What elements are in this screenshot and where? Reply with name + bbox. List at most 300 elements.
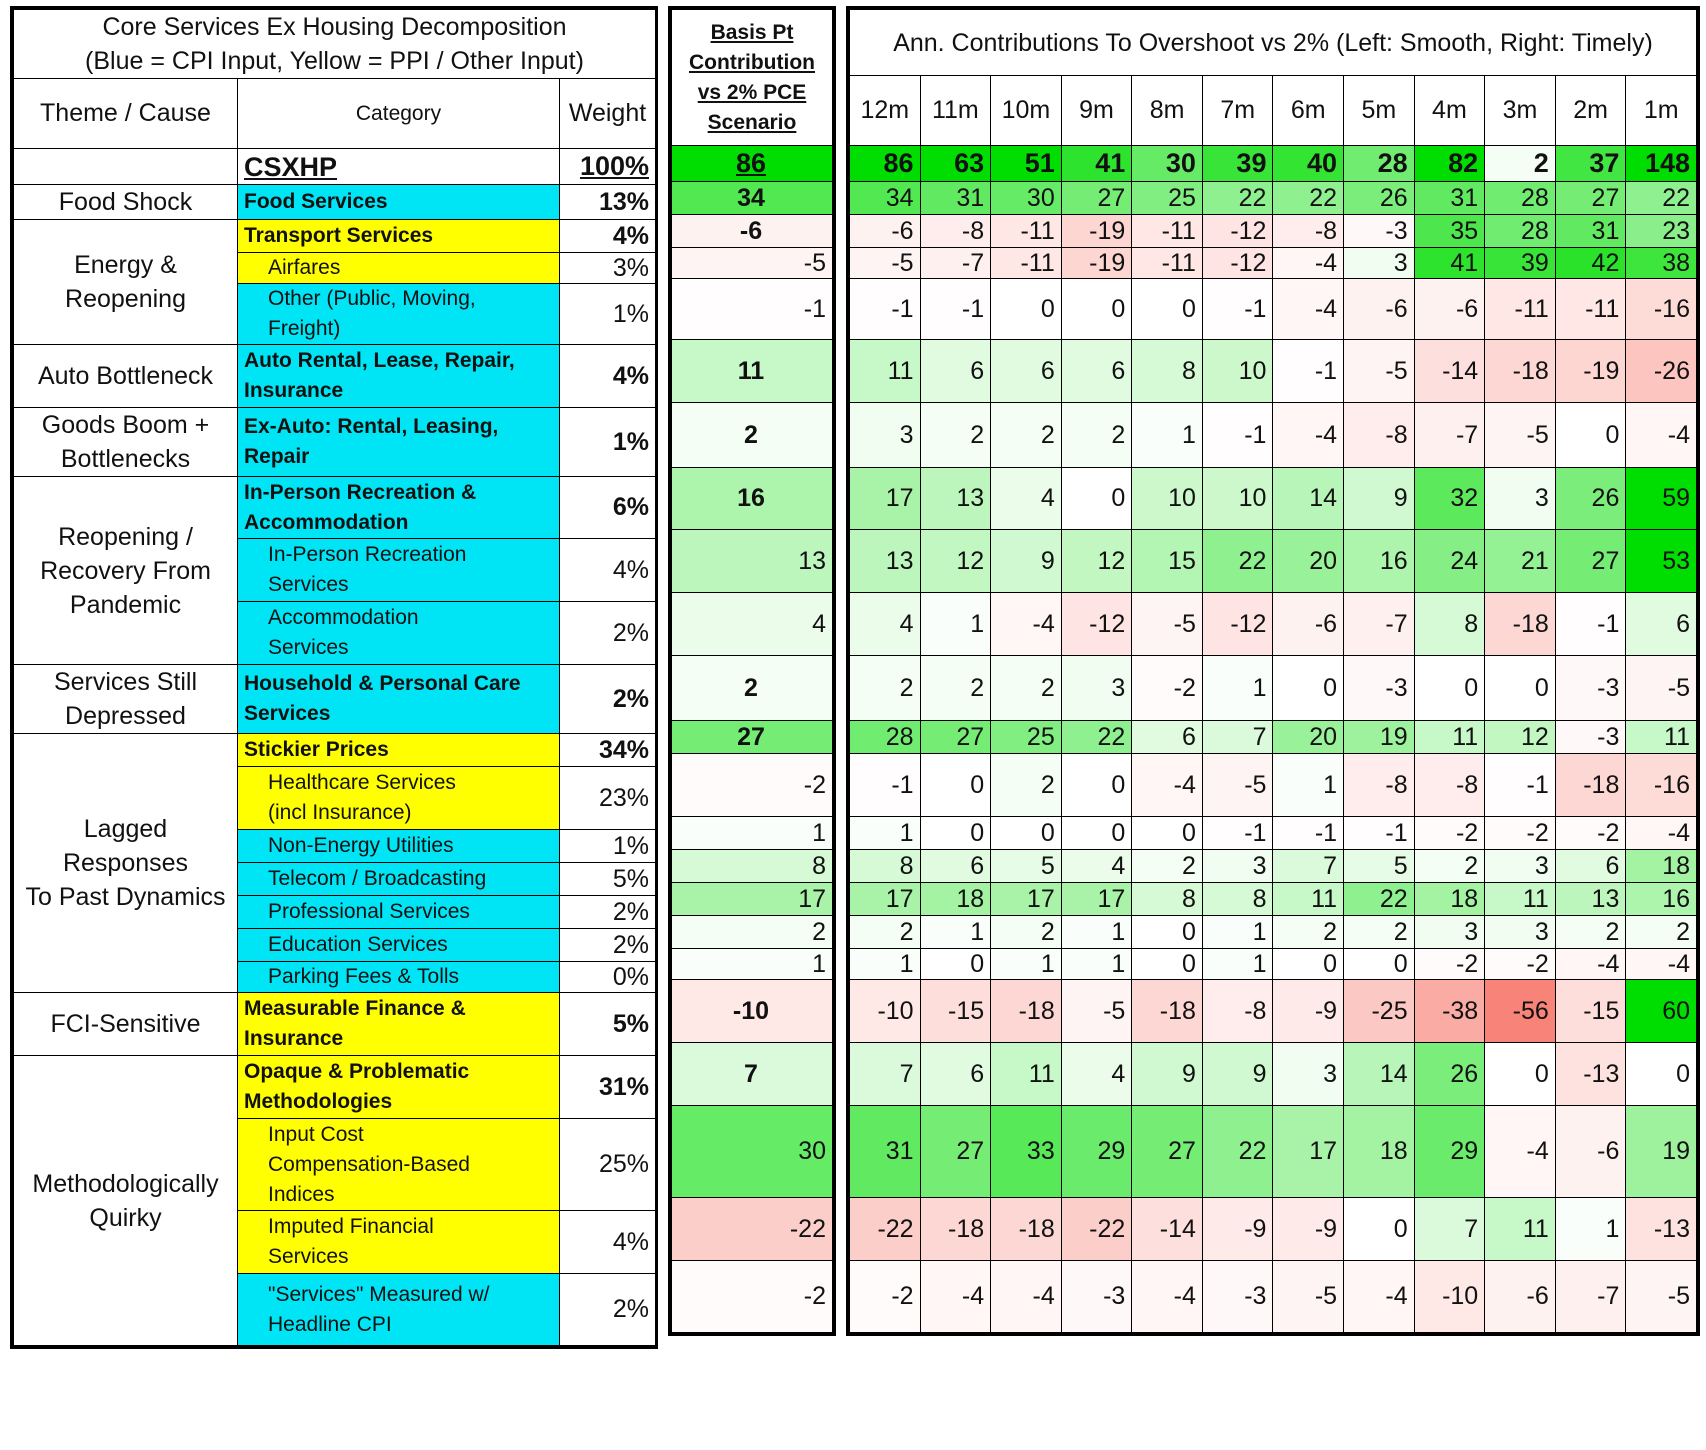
contribution-cell: 21 — [1485, 530, 1556, 593]
contribution-cell: 15 — [1132, 530, 1203, 593]
contribution-cell: -26 — [1626, 340, 1697, 403]
contribution-cell: -3 — [1202, 1261, 1273, 1333]
contribution-cell: -12 — [1061, 593, 1132, 656]
contribution-cell: 2 — [1273, 916, 1344, 949]
basis-header-line-3: vs 2% PCE — [697, 80, 807, 104]
theme-cell — [14, 665, 238, 734]
basis-point-cell: -22 — [672, 1198, 833, 1261]
contribution-cell: 3 — [1485, 468, 1556, 530]
weight-cell: 3% — [560, 253, 656, 284]
contribution-cell: -4 — [1485, 1106, 1556, 1198]
basis-point-cell: -6 — [672, 215, 833, 248]
category-cell — [238, 1056, 560, 1119]
contribution-cell: 3 — [850, 403, 921, 468]
weight-cell: 2% — [560, 929, 656, 962]
contribution-cell: 8 — [1202, 883, 1273, 916]
weight-cell: 13% — [560, 185, 656, 220]
contribution-cell: 31 — [1555, 215, 1626, 248]
contribution-cell: 0 — [1132, 916, 1203, 949]
contribution-cell: -10 — [1414, 1261, 1485, 1333]
contribution-cell: 17 — [1061, 883, 1132, 916]
contribution-cell: -2 — [850, 1261, 921, 1333]
contribution-cell: 10 — [1202, 340, 1273, 403]
category-label: In-Person Recreation — [268, 543, 467, 566]
contribution-cell: -19 — [1061, 215, 1132, 248]
month-header: 6m — [1273, 76, 1344, 146]
weight-cell: 6% — [560, 477, 656, 539]
category-label: Other (Public, Moving, — [268, 287, 476, 310]
contribution-cell: -3 — [1344, 215, 1415, 248]
contribution-cell: 1 — [1132, 403, 1203, 468]
contribution-cell: 7 — [1273, 850, 1344, 883]
contribution-cell: 22 — [1202, 530, 1273, 593]
weight-cell: 2% — [560, 896, 656, 929]
weight-cell: 4% — [560, 345, 656, 408]
contribution-cell: 18 — [920, 883, 991, 916]
contribution-cell: 16 — [1344, 530, 1415, 593]
category-label: Parking Fees & Tolls — [268, 965, 460, 988]
contribution-cell: 13 — [1555, 883, 1626, 916]
contribution-cell: 11 — [1485, 1198, 1556, 1261]
contribution-cell: 31 — [920, 182, 991, 215]
theme-label: To Past Dynamics — [25, 883, 226, 911]
category-label: Methodologies — [244, 1090, 393, 1113]
contribution-cell: 0 — [991, 279, 1062, 340]
contribution-cell: -1 — [850, 279, 921, 340]
category-label: Stickier Prices — [244, 738, 389, 761]
contribution-cell: 1 — [1202, 916, 1273, 949]
category-label: Headline CPI — [268, 1312, 392, 1336]
month-header: 8m — [1132, 76, 1203, 146]
contribution-cell: 10 — [1132, 468, 1203, 530]
contribution-cell: 34 — [850, 182, 921, 215]
contribution-cell: 0 — [1485, 1043, 1556, 1106]
category-cell — [238, 896, 560, 929]
contribution-cell: 2 — [1485, 146, 1556, 182]
contribution-cell: 8 — [1132, 883, 1203, 916]
theme-cell — [14, 345, 238, 408]
contribution-cell: 35 — [1414, 215, 1485, 248]
contribution-cell: -4 — [1132, 754, 1203, 817]
basis-point-cell: 2 — [672, 916, 833, 949]
contribution-cell: 22 — [1273, 182, 1344, 215]
contribution-cell: -1 — [1555, 593, 1626, 656]
theme-label: Services Still — [53, 668, 198, 696]
contribution-cell: -4 — [1344, 1261, 1415, 1333]
category-label: Services — [268, 1245, 349, 1268]
contribution-cell: 86 — [850, 146, 921, 182]
contribution-cell: 20 — [1273, 530, 1344, 593]
contribution-cell: -6 — [1555, 1106, 1626, 1198]
category-label: Household & Personal Care — [244, 672, 521, 695]
contribution-cell: -18 — [1485, 340, 1556, 403]
contribution-cell: 3 — [1273, 1043, 1344, 1106]
contribution-cell: -22 — [1061, 1198, 1132, 1261]
category-label: In-Person Recreation & — [244, 480, 477, 504]
contribution-cell: 22 — [1626, 182, 1697, 215]
basis-point-cell: 13 — [672, 530, 833, 593]
category-label: Services — [244, 702, 331, 725]
contribution-cell: -1 — [1202, 817, 1273, 850]
contribution-cell: 31 — [850, 1106, 921, 1198]
category-cell — [238, 863, 560, 896]
category-label: Opaque & Problematic — [244, 1060, 470, 1083]
contribution-cell: 51 — [991, 146, 1062, 182]
contribution-cell: 1 — [991, 949, 1062, 980]
contribution-cell: 0 — [1485, 656, 1556, 721]
contribution-cell: -1 — [1344, 817, 1415, 850]
contribution-cell: 2 — [991, 916, 1062, 949]
contribution-cell: -5 — [1132, 593, 1203, 656]
contribution-cell: 1 — [1555, 1198, 1626, 1261]
contribution-cell: -12 — [1202, 593, 1273, 656]
contribution-cell: 2 — [920, 656, 991, 721]
contribution-cell: 2 — [1132, 850, 1203, 883]
contribution-cell: -18 — [1485, 593, 1556, 656]
category-label: CSXHP — [244, 151, 338, 182]
category-label: Compensation-Based — [268, 1152, 470, 1176]
contribution-cell: 41 — [1414, 248, 1485, 279]
category-cell — [238, 149, 560, 185]
contribution-cell: 18 — [1626, 850, 1697, 883]
category-label: Transport Services — [244, 224, 434, 247]
contribution-cell: 3 — [1061, 656, 1132, 721]
contribution-cell: 16 — [1626, 883, 1697, 916]
weight-cell: 0% — [560, 962, 656, 993]
theme-label: Lagged Responses — [62, 815, 189, 877]
category-cell — [238, 345, 560, 408]
weight-cell: 23% — [560, 767, 656, 830]
contribution-cell: 1 — [850, 817, 921, 850]
weight-cell: 2% — [560, 665, 656, 734]
contribution-cell: 18 — [1344, 1106, 1415, 1198]
contribution-cell: 11 — [850, 340, 921, 403]
contribution-cell: -15 — [1555, 980, 1626, 1043]
contribution-cell: 26 — [1344, 182, 1415, 215]
contribution-cell: -3 — [1555, 656, 1626, 721]
contribution-cell: 2 — [1344, 916, 1415, 949]
contribution-cell: -5 — [1344, 340, 1415, 403]
contribution-cell: 4 — [991, 468, 1062, 530]
contribution-cell: 0 — [1061, 817, 1132, 850]
contribution-cell: 14 — [1273, 468, 1344, 530]
theme-label: Auto Bottleneck — [37, 362, 214, 390]
category-cell — [238, 929, 560, 962]
contribution-cell: -4 — [1626, 403, 1697, 468]
contribution-cell: -6 — [1273, 593, 1344, 656]
category-label: Services — [268, 636, 349, 659]
contribution-cell: -6 — [1485, 1261, 1556, 1333]
contribution-cell: 0 — [1273, 656, 1344, 721]
contribution-cell: 3 — [1344, 248, 1415, 279]
contribution-cell: -8 — [1273, 215, 1344, 248]
contribution-cell: 0 — [1414, 656, 1485, 721]
contribution-cell: 17 — [850, 883, 921, 916]
theme-label: Depressed — [65, 702, 186, 730]
contribution-cell: 22 — [1061, 721, 1132, 754]
theme-label: FCI-Sensitive — [50, 1010, 201, 1038]
contribution-cell: 0 — [1273, 949, 1344, 980]
title-line-1: Core Services Ex Housing Decomposition — [102, 13, 567, 41]
contribution-cell: 0 — [920, 817, 991, 850]
contribution-cell: 17 — [850, 468, 921, 530]
category-cell — [238, 1274, 560, 1346]
contribution-cell: 23 — [1626, 215, 1697, 248]
contribution-cell: -11 — [991, 248, 1062, 279]
contribution-cell: 6 — [1626, 593, 1697, 656]
contribution-cell: 82 — [1414, 146, 1485, 182]
contribution-cell: 19 — [1626, 1106, 1697, 1198]
contribution-cell: 1 — [920, 593, 991, 656]
contribution-cell: -2 — [1132, 656, 1203, 721]
contribution-cell: 42 — [1555, 248, 1626, 279]
weight-cell: 4% — [560, 220, 656, 253]
contribution-cell: 0 — [1132, 949, 1203, 980]
basis-point-panel — [668, 6, 836, 1336]
contributions-table — [849, 9, 1697, 1333]
contribution-cell: -5 — [1273, 1261, 1344, 1333]
contribution-cell: 27 — [1132, 1106, 1203, 1198]
basis-point-cell: 1 — [672, 817, 833, 850]
contribution-cell: -4 — [1626, 817, 1697, 850]
contribution-cell: -4 — [1626, 949, 1697, 980]
contribution-cell: 2 — [850, 916, 921, 949]
contribution-cell: 11 — [1414, 721, 1485, 754]
category-cell — [238, 477, 560, 539]
contribution-cell: -3 — [1344, 656, 1415, 721]
contribution-cell: 1 — [850, 949, 921, 980]
contribution-cell: -22 — [850, 1198, 921, 1261]
contribution-cell: 22 — [1202, 1106, 1273, 1198]
contribution-cell: -8 — [1202, 980, 1273, 1043]
contribution-cell: -1 — [920, 279, 991, 340]
contribution-cell: -1 — [1202, 279, 1273, 340]
contribution-cell: 3 — [1202, 850, 1273, 883]
theme-label: Energy & — [74, 251, 177, 279]
contribution-cell: 6 — [1132, 721, 1203, 754]
contribution-cell: 9 — [1132, 1043, 1203, 1106]
basis-point-cell: 16 — [672, 468, 833, 530]
contribution-cell: 22 — [1344, 883, 1415, 916]
contribution-cell: 1 — [1061, 916, 1132, 949]
contribution-cell: -5 — [1202, 754, 1273, 817]
category-label: Telecom / Broadcasting — [268, 867, 487, 890]
contribution-cell: 6 — [1555, 850, 1626, 883]
contribution-cell: 2 — [1414, 850, 1485, 883]
category-cell — [238, 602, 560, 665]
contribution-cell: 41 — [1061, 146, 1132, 182]
contribution-cell: -4 — [920, 1261, 991, 1333]
basis-point-cell: -10 — [672, 980, 833, 1043]
category-cell — [238, 284, 560, 345]
contributions-title: Ann. Contributions To Overshoot vs 2% (Left: Smooth, Right: Timely) — [850, 10, 1697, 76]
theme-label: Pandemic — [69, 590, 182, 619]
category-label: (incl Insurance) — [268, 801, 412, 824]
basis-header-line-2: Contribution — [689, 50, 815, 74]
category-label: Non-Energy Utilities — [268, 834, 454, 857]
theme-label: Bottlenecks — [60, 445, 191, 473]
category-cell — [238, 734, 560, 767]
contribution-cell: -11 — [1555, 279, 1626, 340]
contribution-cell: -9 — [1273, 980, 1344, 1043]
contribution-cell: 2 — [991, 656, 1062, 721]
contribution-cell: -4 — [1273, 248, 1344, 279]
contribution-cell: -25 — [1344, 980, 1415, 1043]
contribution-cell: 9 — [991, 530, 1062, 593]
contribution-cell: 148 — [1626, 146, 1697, 182]
category-cell — [238, 1119, 560, 1211]
basis-point-cell: 11 — [672, 340, 833, 403]
contribution-cell: -12 — [1202, 215, 1273, 248]
contribution-cell: 8 — [1414, 593, 1485, 656]
contribution-cell: -8 — [1414, 754, 1485, 817]
theme-label: Recovery From — [40, 556, 211, 585]
basis-point-cell: 7 — [672, 1043, 833, 1106]
contribution-cell: 12 — [920, 530, 991, 593]
contribution-cell: 6 — [991, 340, 1062, 403]
contribution-cell: -11 — [1132, 215, 1203, 248]
contribution-cell: -4 — [1273, 279, 1344, 340]
contribution-cell: -7 — [1555, 1261, 1626, 1333]
contribution-cell: -2 — [1485, 817, 1556, 850]
contribution-cell: 2 — [920, 403, 991, 468]
contribution-cell: 40 — [1273, 146, 1344, 182]
contribution-cell: -7 — [920, 248, 991, 279]
category-label: Freight) — [268, 317, 341, 340]
contribution-cell: -8 — [1344, 403, 1415, 468]
contribution-cell: -38 — [1414, 980, 1485, 1043]
contribution-cell: -3 — [1061, 1261, 1132, 1333]
contribution-cell: -3 — [1555, 721, 1626, 754]
contribution-cell: -2 — [1414, 949, 1485, 980]
contribution-cell: -4 — [991, 1261, 1062, 1333]
weight-cell: 1% — [560, 408, 656, 477]
contribution-cell: -1 — [850, 754, 921, 817]
basis-point-cell: 34 — [672, 182, 833, 215]
contribution-cell: 26 — [1555, 468, 1626, 530]
contribution-cell: 6 — [920, 340, 991, 403]
basis-point-cell: -2 — [672, 754, 833, 817]
contribution-cell: 29 — [1414, 1106, 1485, 1198]
category-label: Accommodation — [244, 510, 409, 534]
contribution-cell: 0 — [920, 949, 991, 980]
category-label: Input Cost — [268, 1122, 364, 1146]
contribution-cell: 27 — [1061, 182, 1132, 215]
contribution-cell: -1 — [1202, 403, 1273, 468]
contribution-cell: 63 — [920, 146, 991, 182]
contribution-cell: -8 — [920, 215, 991, 248]
basis-point-cell: 2 — [672, 656, 833, 721]
contribution-cell: -15 — [920, 980, 991, 1043]
contribution-cell: 18 — [1414, 883, 1485, 916]
contribution-cell: -5 — [1626, 1261, 1697, 1333]
contribution-cell: -18 — [1555, 754, 1626, 817]
contribution-cell: 25 — [991, 721, 1062, 754]
basis-point-cell: 27 — [672, 721, 833, 754]
category-cell — [238, 993, 560, 1056]
contribution-cell: 2 — [1555, 916, 1626, 949]
contribution-cell: -16 — [1626, 279, 1697, 340]
contribution-cell: 39 — [1485, 248, 1556, 279]
category-cell — [238, 665, 560, 734]
theme-cell — [14, 993, 238, 1056]
theme-cell — [14, 185, 238, 220]
contribution-cell: 0 — [1344, 1198, 1415, 1261]
month-header: 2m — [1555, 76, 1626, 146]
contribution-cell: 3 — [1485, 916, 1556, 949]
contribution-cell: -4 — [991, 593, 1062, 656]
contribution-cell: -2 — [1555, 817, 1626, 850]
contribution-cell: -56 — [1485, 980, 1556, 1043]
basis-point-cell: 4 — [672, 593, 833, 656]
category-label: Food Services — [244, 190, 388, 213]
contribution-cell: -18 — [991, 1198, 1062, 1261]
contribution-cell: -16 — [1626, 754, 1697, 817]
contribution-cell: -7 — [1414, 403, 1485, 468]
contribution-cell: 12 — [1061, 530, 1132, 593]
contribution-cell: 8 — [1132, 340, 1203, 403]
weight-cell: 34% — [560, 734, 656, 767]
category-label: "Services" Measured w/ — [268, 1282, 490, 1306]
basis-point-cell: -2 — [672, 1261, 833, 1333]
contribution-cell: -1 — [1273, 340, 1344, 403]
contribution-cell: 60 — [1626, 980, 1697, 1043]
contribution-cell: 20 — [1273, 721, 1344, 754]
contribution-cell: 8 — [850, 850, 921, 883]
contribution-cell: 0 — [1132, 817, 1203, 850]
contribution-cell: -5 — [1626, 656, 1697, 721]
contribution-cell: -9 — [1202, 1198, 1273, 1261]
contribution-cell: -18 — [920, 1198, 991, 1261]
contribution-cell: 27 — [920, 721, 991, 754]
contribution-cell: 28 — [1485, 182, 1556, 215]
contribution-cell: -19 — [1061, 248, 1132, 279]
weight-cell: 100% — [560, 149, 656, 185]
contribution-cell: -4 — [1555, 949, 1626, 980]
contribution-cell: -7 — [1344, 593, 1415, 656]
month-header: 7m — [1202, 76, 1273, 146]
contribution-cell: -19 — [1555, 340, 1626, 403]
contribution-cell: -9 — [1273, 1198, 1344, 1261]
contribution-cell: 5 — [991, 850, 1062, 883]
contribution-cell: 3 — [1485, 850, 1556, 883]
theme-label: Reopening — [65, 285, 186, 313]
contribution-cell: -4 — [1273, 403, 1344, 468]
category-cell — [238, 767, 560, 830]
basis-point-cell: 30 — [672, 1106, 833, 1198]
contribution-cell: 2 — [850, 656, 921, 721]
category-label: Imputed Financial — [268, 1215, 434, 1238]
contribution-cell: -11 — [991, 215, 1062, 248]
category-label: Airfares — [268, 256, 341, 279]
basis-point-cell: 17 — [672, 883, 833, 916]
basis-header-line-4: Scenario — [707, 110, 797, 134]
category-label: Accommodation — [268, 606, 419, 629]
contribution-cell: -12 — [1202, 248, 1273, 279]
category-label: Auto Rental, Lease, Repair, — [244, 349, 515, 372]
category-cell — [238, 408, 560, 477]
contribution-cell: 38 — [1626, 248, 1697, 279]
contribution-cell: 27 — [920, 1106, 991, 1198]
contributions-panel — [846, 6, 1700, 1336]
category-cell — [238, 539, 560, 602]
basis-header-line-1: Basis Pt — [710, 20, 794, 44]
contribution-cell: 26 — [1414, 1043, 1485, 1106]
theme-label: Methodologically — [32, 1169, 219, 1198]
month-header: 4m — [1414, 76, 1485, 146]
contribution-cell: -6 — [1414, 279, 1485, 340]
theme-cell — [14, 734, 238, 993]
